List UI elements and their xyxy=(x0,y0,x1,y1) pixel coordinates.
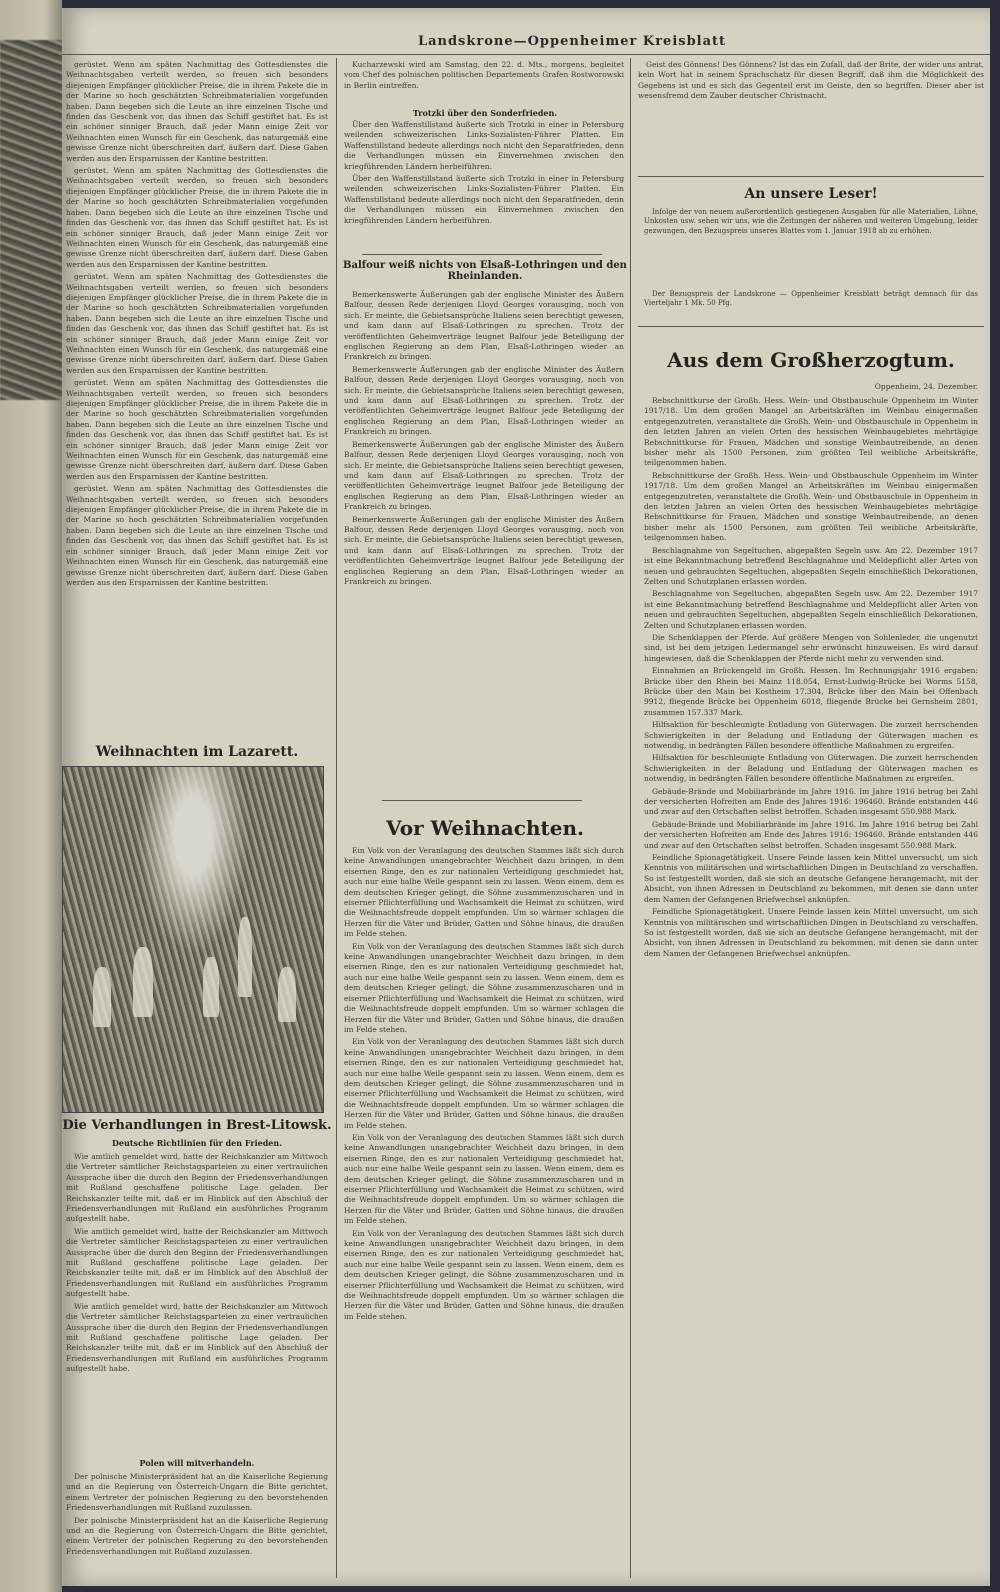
vor-weihnachten-headline: Vor Weihnachten. xyxy=(386,816,584,840)
column-2-intro: Kucharzewski wird am Samstag, den 22. d. Mts., morgens, begleitet vom Chef des polnischen politischen Departements Grafen Rostworowski in Berlin eintreffen. xyxy=(344,60,624,90)
brest-headline: Die Verhandlungen in Brest-Litowsk. xyxy=(62,1118,332,1133)
vor-weihnachten-article: Ein Volk von der Veranlagung des deutschen Stammes läßt sich durch keine Anwandlungen unangebrachter Weichheit dazu bringen, in dem eisernen Ringe, den es zur nationalen Verteidigung geschmiedet hat, auch nur eine halbe Weile gespannt sein zu lassen. Wenn einem, dem es dem deutschen Krieger gelingt, die Söhne zusammenzuscharen und in eiserner Pflichterfüllung und Wachsamkeit die Heimat zu schützen, wird die Weihnachtsfreude doppelt empfunden. Um so wärmer schlagen die Herzen für die Väter und Brüder, Gatten und Söhne hinaus, die draußen im Felde stehen. Ein Volk von der Veranlagung des deutschen Stammes läßt sich durch keine Anwandlungen unangebrachter Weichheit dazu bringen, in dem eisernen Ringe, den es zur nationalen Verteidigung geschmiedet hat, auch nur eine halbe Weile gespannt sein zu lassen. Wenn einem, dem es dem deutschen Krieger gelingt, die Söhne zusammenzuscharen und in eiserner Pflichterfüllung und Wachsamkeit die Heimat zu schützen, wird die Weihnachtsfreude doppelt empfunden. Um so wärmer schlagen die Herzen für die Väter und Brüder, Gatten und Söhne hinaus, die draußen im Felde stehen. Ein Volk von der Veranlagung des deutschen Stammes läßt sich durch keine Anwandlungen unangebrachter Weichheit dazu bringen, in dem eisernen Ringe, den es zur nationalen Verteidigung geschmiedet hat, auch nur eine halbe Weile gespannt sein zu lassen. Wenn einem, dem es dem deutschen Krieger gelingt, die Söhne zusammenzuscharen und in eiserner Pflichterfüllung und Wachsamkeit die Heimat zu schützen, wird die Weihnachtsfreude doppelt empfunden. Um so wärmer schlagen die Herzen für die Väter und Brüder, Gatten und Söhne hinaus, die draußen im Felde stehen. Ein Volk von der Veranlagung des deutschen Stammes läßt sich durch keine Anwandlungen unangebrachter Weichheit dazu bringen, in dem eisernen Ringe, den es zur nationalen Verteidigung geschmiedet hat, auch nur eine halbe Weile gespannt sein zu lassen. Wenn einem, dem es dem deutschen Krieger gelingt, die Söhne zusammenzuscharen und in eiserner Pflichterfüllung und Wachsamkeit die Heimat zu schützen, wird die Weihnachtsfreude doppelt empfunden. Um so wärmer schlagen die Herzen für die Väter und Brüder, Gatten und Söhne hinaus, die draußen im Felde stehen. Ein Volk von der Veranlagung des deutschen Stammes läßt sich durch keine Anwandlungen unangebrachter Weichheit dazu bringen, in dem eisernen Ringe, den es zur nationalen Verteidigung geschmiedet hat, auch nur eine halbe Weile gespannt sein zu lassen. Wenn einem, dem es dem deutschen Krieger gelingt, die Söhne zusammenzuscharen und in eiserner Pflichterfüllung und Wachsamkeit die Heimat zu schützen, wird die Weihnachtsfreude doppelt empfunden. Um so wärmer schlagen die Herzen für die Väter und Brüder, Gatten und Söhne hinaus, die draußen im Felde stehen. xyxy=(344,846,624,1321)
leser-notice: Infolge der von neuem außerordentlich gestiegenen Ausgaben für alle Materialien, Löhne, Unkosten usw. sehen wir uns, wie die Zeitungen der näheren und weiteren Umgebung, leider gezwungen, den Bezugspreis unseres Blattes vom 1. Januar 1918 ab zu erhöhen. xyxy=(644,208,978,235)
photo-figure xyxy=(278,967,296,1022)
binding-margin xyxy=(0,0,62,1592)
balfour-article: Bemerkenswerte Äußerungen gab der englische Minister des Äußern Balfour, dessen Rede derjenigen Lloyd Georges vorausging, noch von sich. Er meinte, die Gebietsansprüche Italiens seien berechtigt gewesen, und kam dann auf Elsaß-Lothringen zu sprechen. Trotz der veröffentlichten Geheimverträge leugnet Balfour jede Beteiligung der englischen Regierung an dem Plan, Elsaß-Lothringen wieder an Frankreich zu bringen. Bemerkenswerte Äußerungen gab der englische Minister des Äußern Balfour, dessen Rede derjenigen Lloyd Georges vorausging, noch von sich. Er meinte, die Gebietsansprüche Italiens seien berechtigt gewesen, und kam dann auf Elsaß-Lothringen zu sprechen. Trotz der veröffentlichten Geheimverträge leugnet Balfour jede Beteiligung der englischen Regierung an dem Plan, Elsaß-Lothringen wieder an Frankreich zu bringen. Bemerkenswerte Äußerungen gab der englische Minister des Äußern Balfour, dessen Rede derjenigen Lloyd Georges vorausging, noch von sich. Er meinte, die Gebietsansprüche Italiens seien berechtigt gewesen, und kam dann auf Elsaß-Lothringen zu sprechen. Trotz der veröffentlichten Geheimverträge leugnet Balfour jede Beteiligung der englischen Regierung an dem Plan, Elsaß-Lothringen wieder an Frankreich zu bringen. Bemerkenswerte Äußerungen gab der englische Minister des Äußern Balfour, dessen Rede derjenigen Lloyd Georges vorausging, noch von sich. Er meinte, die Gebietsansprüche Italiens seien berechtigt gewesen, und kam dann auf Elsaß-Lothringen zu sprechen. Trotz der veröffentlichten Geheimverträge leugnet Balfour jede Beteiligung der englischen Regierung an dem Plan, Elsaß-Lothringen wieder an Frankreich zu bringen. xyxy=(344,290,624,586)
header-rule xyxy=(62,54,990,55)
section-rule xyxy=(382,800,582,801)
lazarett-photo xyxy=(62,766,324,1113)
column-3-intro: Geist des Gönnens! Des Gönnens? Ist das ein Zufall, daß der Brite, der wider uns antrat, kein Wort hat in seinem Sprachschatz für diesen Begriff, daß ihm die Möglichkeit des Gegebens ist und es sich das Gegenteil erst im Geiste, den so begriffen. Dieser aber ist wesensfremd dem Zauber deutscher Christnacht. xyxy=(638,60,984,101)
polen-headline: Polen will mitverhandeln. xyxy=(139,1458,255,1468)
balfour-headline: Balfour weiß nichts von Elsaß-Lothringen und den Rheinlanden. xyxy=(343,260,627,282)
leser-price: Der Bezugspreis der Landskrone — Oppenheimer Kreisblatt beträgt demnach für das Vierteljahr 1 Mk. 50 Pfg. xyxy=(644,290,978,308)
dateline: Oppenheim, 24. Dezember. xyxy=(874,382,978,391)
binding-photo-fragment xyxy=(0,40,62,400)
grossherzogtum-headline: Aus dem Großherzogtum. xyxy=(667,348,955,372)
section-rule xyxy=(362,254,602,255)
section-rule xyxy=(638,326,984,327)
column-divider xyxy=(630,58,631,1578)
newspaper-page xyxy=(62,8,990,1586)
polen-article: Der polnische Ministerpräsident hat an die Kaiserliche Regierung und an die Regierung von Österreich-Ungarn die Bitte gerichtet, einem Vertreter der polnischen Regierung zu den bevorstehenden Friedensverhandlungen mit Rußland zuzulassen. Der polnische Ministerpräsident hat an die Kaiserliche Regierung und an die Regierung von Österreich-Ungarn die Bitte gerichtet, einem Vertreter der polnischen Regierung zu den bevorstehenden Friedensverhandlungen mit Rußland zuzulassen. xyxy=(66,1472,328,1556)
grossherzogtum-article: Rebschnittkurse der Großh. Hess. Wein- und Obstbauschule Oppenheim im Winter 1917/18. Um dem großen Mangel an Arbeitskräften im Weinbau einigermaßen entgegenzutreten, veranstaltete die Großh. Wein- und Obstbauschule in Oppenheim in den letzten Jahren an vielen Orten des hessischen Weinbaugebietes mehrtägige Rebschnittkurse für Frauen, Mädchen und sonstige Weinbautreibende, an denen bisher mehr als 1500 Personen, zum größten Teil weibliche Arbeitskräfte, teilgenommen haben. Rebschnittkurse der Großh. Hess. Wein- und Obstbauschule Oppenheim im Winter 1917/18. Um dem großen Mangel an Arbeitskräften im Weinbau einigermaßen entgegenzutreten, veranstaltete die Großh. Wein- und Obstbauschule in Oppenheim in den letzten Jahren an vielen Orten des hessischen Weinbaugebietes mehrtägige Rebschnittkurse für Frauen, Mädchen und sonstige Weinbautreibende, an denen bisher mehr als 1500 Personen, zum größten Teil weibliche Arbeitskräfte, teilgenommen haben. Beschlagnahme von Segeltuchen, abgepaßten Segeln usw. Am 22. Dezember 1917 ist eine Bekanntmachung betreffend Beschlagnahme und Meldepflicht aller Arten von neuen und gebrauchten Segeltuchen, abgepaßten Segeln einschließlich Dekorationen, Zelten und Schutzplanen erlassen worden. Beschlagnahme von Segeltuchen, abgepaßten Segeln usw. Am 22. Dezember 1917 ist eine Bekanntmachung betreffend Beschlagnahme und Meldepflicht aller Arten von neuen und gebrauchten Segeltuchen, abgepaßten Segeln einschließlich Dekorationen, Zelten und Schutzplanen erlassen worden. Die Schenklappen der Pferde. Auf größere Mengen von Sohlenleder, die ungenutzt sind, ist bei dem jetzigen Ledermangel sehr erwünscht hinzuweisen. Es wird darauf hingewiesen, daß die Schenklappen der Pferde nicht mehr zu verwenden sind. Einnahmen an Brückengeld im Großh. Hessen. Im Rechnungsjahr 1916 ergaben: Brücke über den Rhein bei Mainz 118.054, Ernst-Ludwig-Brücke bei Worms 5158, Brücke über den Main bei Kostheim 17.304, Brücke über den Main bei Offenbach 9912, fliegende Brücke bei Oppenheim 6018, fliegende Brücke bei Gernsheim 2801, zusammen 157.337 Mark. Hilfsaktion für beschleunigte Entladung von Güterwagen. Die zurzeit herrschenden Schwierigkeiten in der Beladung und Entladung der Güterwagen machen es notwendig, in bedrängten Fällen besondere öffentliche Maßnahmen zu ergreifen. Hilfsaktion für beschleunigte Entladung von Güterwagen. Die zurzeit herrschenden Schwierigkeiten in der Beladung und Entladung der Güterwagen machen es notwendig, in bedrängten Fällen besondere öffentliche Maßnahmen zu ergreifen. Gebäude-Brände und Mobiliarbrände im Jahre 1916. Im Jahre 1916 betrug bei Zahl der versicherten Hofreiten am Ende des Jahres 1916: 196460. Brände entstanden 446 und zwar auf den Ortschaften selbst betroffen. Schaden insgesamt 550.988 Mark. Gebäude-Brände und Mobiliarbrände im Jahre 1916. Im Jahre 1916 betrug bei Zahl der versicherten Hofreiten am Ende des Jahres 1916: 196460. Brände entstanden 446 und zwar auf den Ortschaften selbst betroffen. Schaden insgesamt 550.988 Mark. Feindliche Spionagetätigkeit. Unsere Feinde lassen kein Mittel unversucht, um sich Kenntnis von militärischen und wirtschaftlichen Dingen in Deutschland zu verschaffen. So ist festgestellt worden, daß sie sich an deutsche Gefangene herangemacht, mit der Absicht, von ihnen Adressen in Deutschland zu bekommen, mit denen sie dann unter dem Namen der Gefangenen Briefwechsel anknüpfen. Feindliche Spionagetätigkeit. Unsere Feinde lassen kein Mittel unversucht, um sich Kenntnis von militärischen und wirtschaftlichen Dingen in Deutschland zu verschaffen. So ist festgestellt worden, daß sie sich an deutsche Gefangene herangemacht, mit der Absicht, von ihnen Adressen in Deutschland zu bekommen, mit denen sie dann unter dem Namen der Gefangenen Briefwechsel anknüpfen. xyxy=(644,396,978,958)
photo-figure xyxy=(238,917,252,997)
brest-subheadline: Deutsche Richtlinien für den Frieden. xyxy=(111,1138,282,1148)
picture-caption: Weihnachten im Lazarett. xyxy=(95,744,299,760)
brest-article: Wie amtlich gemeldet wird, hatte der Reichskanzler am Mittwoch die Vertreter sämtlicher Reichstagsparteien zu einer vertraulichen Aussprache über die durch den Beginn der Friedensverhandlungen mit Rußland geschaffene politische Lage geladen. Der Reichskanzler teilte mit, daß er im Hinblick auf den Abschluß der Friedensverhandlungen mit Rußland ein ausführliches Programm aufgestellt habe. Wie amtlich gemeldet wird, hatte der Reichskanzler am Mittwoch die Vertreter sämtlicher Reichstagsparteien zu einer vertraulichen Aussprache über die durch den Beginn der Friedensverhandlungen mit Rußland geschaffene politische Lage geladen. Der Reichskanzler teilte mit, daß er im Hinblick auf den Abschluß der Friedensverhandlungen mit Rußland ein ausführliches Programm aufgestellt habe. Wie amtlich gemeldet wird, hatte der Reichskanzler am Mittwoch die Vertreter sämtlicher Reichstagsparteien zu einer vertraulichen Aussprache über die durch den Beginn der Friedensverhandlungen mit Rußland geschaffene politische Lage geladen. Der Reichskanzler teilte mit, daß er im Hinblick auf den Abschluß der Friedensverhandlungen mit Rußland ein ausführliches Programm aufgestellt habe. xyxy=(66,1152,328,1374)
photo-figure xyxy=(93,967,111,1027)
leser-headline: An unsere Leser! xyxy=(744,186,878,202)
masthead: Landskrone—Oppenheimer Kreisblatt xyxy=(417,34,727,49)
trotzki-article: Über den Waffenstillstand äußerte sich Trotzki in einer in Petersburg weilenden schweizerischen Links-Sozialisten-Führer Platten. Ein Waffenstillstand bedeute allerdings noch nicht den Separatfrieden, denn die Verhandlungen müssen ein Einvernehmen zwischen den kriegführenden Ländern herbeiführen. Über den Waffenstillstand äußerte sich Trotzki in einer in Petersburg weilenden schweizerischen Links-Sozialisten-Führer Platten. Ein Waffenstillstand bedeute allerdings noch nicht den Separatfrieden, denn die Verhandlungen müssen ein Einvernehmen zwischen den kriegführenden Ländern herbeiführen. xyxy=(344,120,624,225)
photo-figure xyxy=(133,947,153,1017)
trotzki-headline: Trotzki über den Sonderfrieden. xyxy=(412,108,558,118)
column-divider xyxy=(336,58,337,1578)
section-rule xyxy=(638,176,984,177)
column-1-intro: gerüstet. Wenn am späten Nachmittag des Gottesdienstes die Weihnachtsgaben verteilt werden, so freuen sich besonders diejenigen Empfänger glücklicher Preise, die in ihrem Pakete die in der Marine so hoch geschätzten Schreibmaterialien vorgefunden haben. Dann begeben sich die Leute an ihre einzelnen Tische und finden das Geschenk vor, das ihnen das Schiff gestiftet hat. Es ist ein schöner sinniger Brauch, daß jeder Mann einige Zeit vor Weihnachten einen Wunsch für ein Geschenk, das naturgemäß eine gewisse Grenze nicht überschreiten darf, äußern darf. Diese Gaben werden aus den Ersparnissen der Kantine bestritten. gerüstet. Wenn am späten Nachmittag des Gottesdienstes die Weihnachtsgaben verteilt werden, so freuen sich besonders diejenigen Empfänger glücklicher Preise, die in ihrem Pakete die in der Marine so hoch geschätzten Schreibmaterialien vorgefunden haben. Dann begeben sich die Leute an ihre einzelnen Tische und finden das Geschenk vor, das ihnen das Schiff gestiftet hat. Es ist ein schöner sinniger Brauch, daß jeder Mann einige Zeit vor Weihnachten einen Wunsch für ein Geschenk, das naturgemäß eine gewisse Grenze nicht überschreiten darf, äußern darf. Diese Gaben werden aus den Ersparnissen der Kantine bestritten. gerüstet. Wenn am späten Nachmittag des Gottesdienstes die Weihnachtsgaben verteilt werden, so freuen sich besonders diejenigen Empfänger glücklicher Preise, die in ihrem Pakete die in der Marine so hoch geschätzten Schreibmaterialien vorgefunden haben. Dann begeben sich die Leute an ihre einzelnen Tische und finden das Geschenk vor, das ihnen das Schiff gestiftet hat. Es ist ein schöner sinniger Brauch, daß jeder Mann einige Zeit vor Weihnachten einen Wunsch für ein Geschenk, das naturgemäß eine gewisse Grenze nicht überschreiten darf, äußern darf. Diese Gaben werden aus den Ersparnissen der Kantine bestritten. gerüstet. Wenn am späten Nachmittag des Gottesdienstes die Weihnachtsgaben verteilt werden, so freuen sich besonders diejenigen Empfänger glücklicher Preise, die in ihrem Pakete die in der Marine so hoch geschätzten Schreibmaterialien vorgefunden haben. Dann begeben sich die Leute an ihre einzelnen Tische und finden das Geschenk vor, das ihnen das Schiff gestiftet hat. Es ist ein schöner sinniger Brauch, daß jeder Mann einige Zeit vor Weihnachten einen Wunsch für ein Geschenk, das naturgemäß eine gewisse Grenze nicht überschreiten darf, äußern darf. Diese Gaben werden aus den Ersparnissen der Kantine bestritten. gerüstet. Wenn am späten Nachmittag des Gottesdienstes die Weihnachtsgaben verteilt werden, so freuen sich besonders diejenigen Empfänger glücklicher Preise, die in ihrem Pakete die in der Marine so hoch geschätzten Schreibmaterialien vorgefunden haben. Dann begeben sich die Leute an ihre einzelnen Tische und finden das Geschenk vor, das ihnen das Schiff gestiftet hat. Es ist ein schöner sinniger Brauch, daß jeder Mann einige Zeit vor Weihnachten einen Wunsch für ein Geschenk, das naturgemäß eine gewisse Grenze nicht überschreiten darf, äußern darf. Diese Gaben werden aus den Ersparnissen der Kantine bestritten. xyxy=(66,60,328,587)
photo-figure xyxy=(203,957,219,1017)
